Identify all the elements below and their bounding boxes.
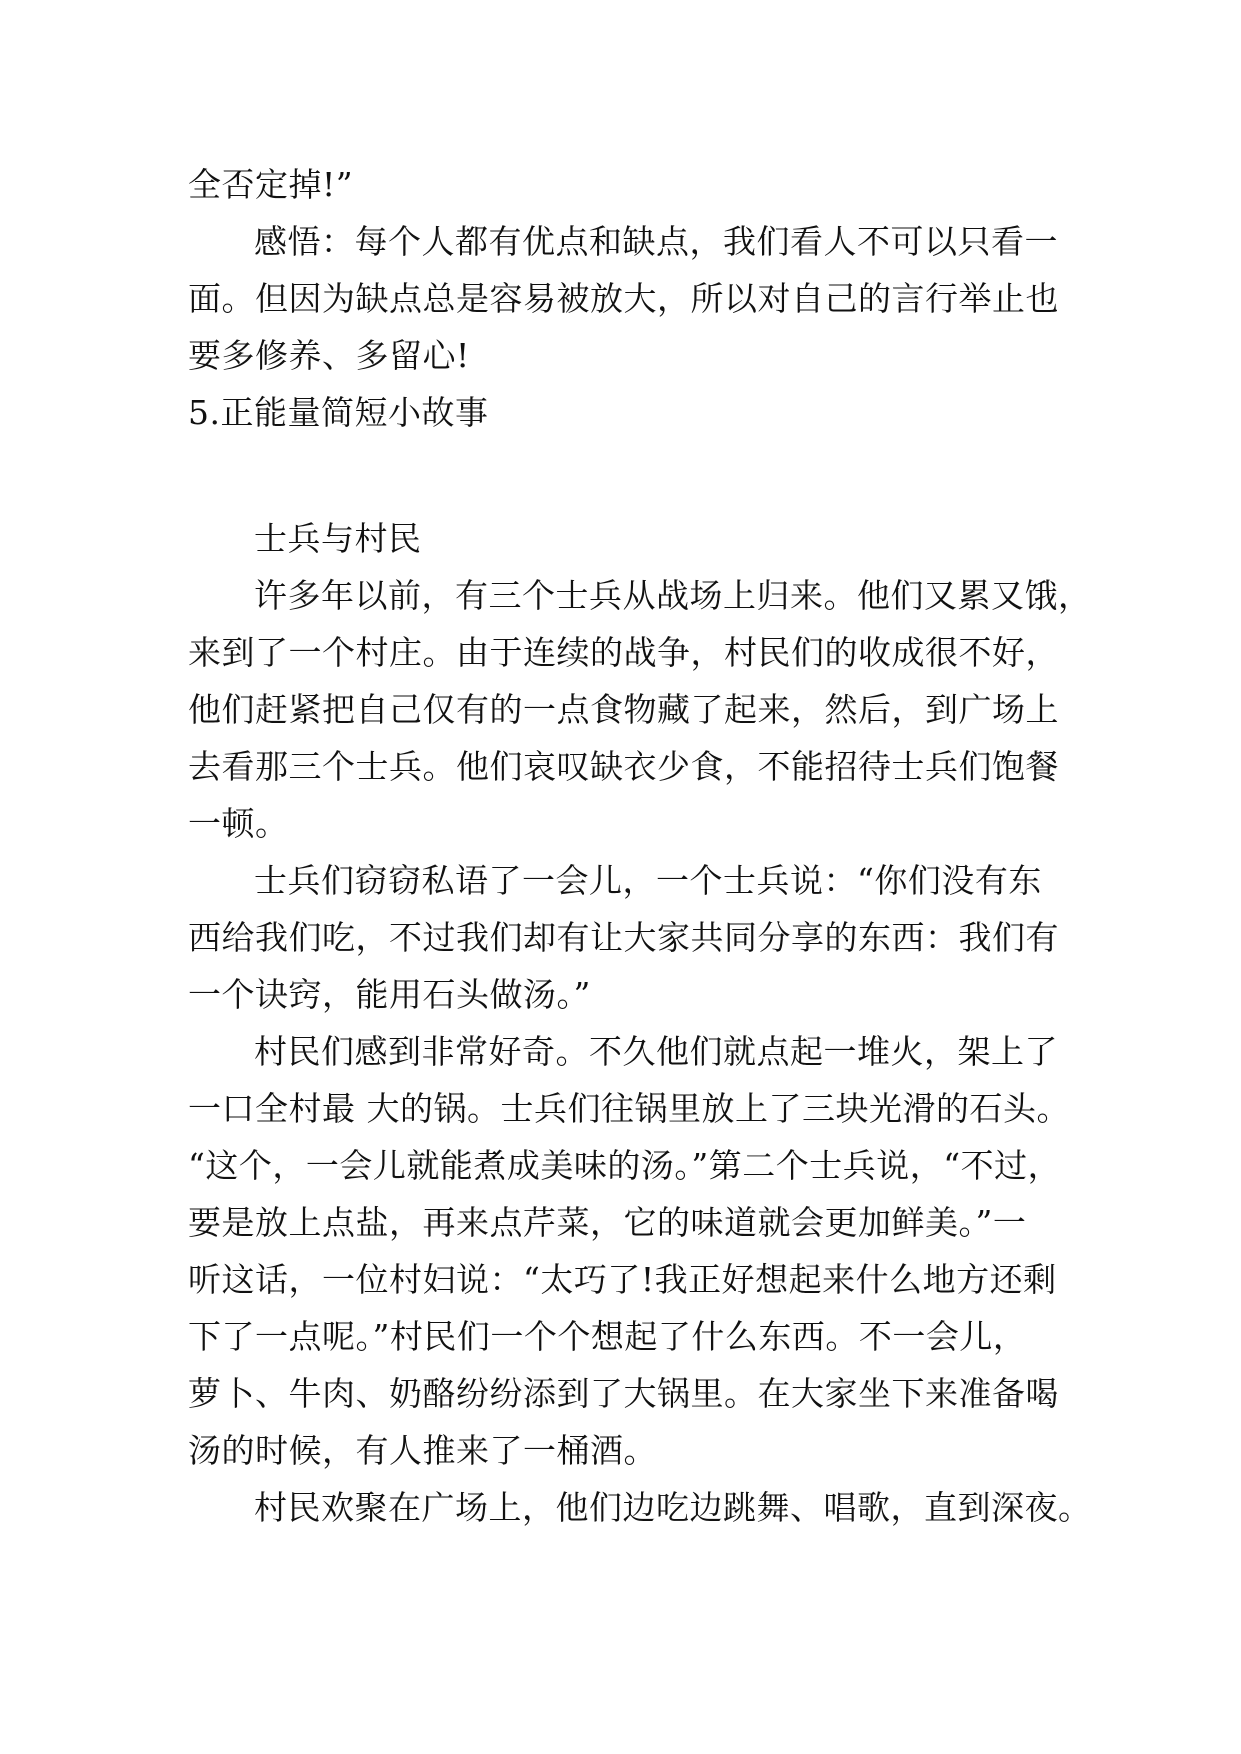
text-line: 一口全村最 大的锅。士兵们往锅里放上了三块光滑的石头。 (188, 1089, 1070, 1128)
section-heading: 5.正能量简短小故事 (188, 393, 489, 432)
text-line: 村民们感到非常好奇。不久他们就点起一堆火，架上了 (254, 1032, 1058, 1071)
text-line: 下了一点呢。”村民们一个个想起了什么东西。不一会儿， (188, 1317, 1027, 1356)
text-block-previous-story-ending (188, 156, 1058, 441)
text-line: 士兵们窃窃私语了一会儿，一个士兵说：“你们没有东 (254, 861, 1042, 900)
text-line: 一顿。 (188, 804, 289, 843)
text-line: 西给我们吃，不过我们却有让大家共同分享的东西：我们有 (188, 918, 1059, 957)
text-line: 村民欢聚在广场上，他们边吃边跳舞、唱歌，直到深夜。 (254, 1488, 1092, 1527)
text-line: 汤的时候，有人推来了一桶酒。 (188, 1431, 657, 1470)
text-line: 面。但因为缺点总是容易被放大，所以对自己的言行举止也 (188, 279, 1059, 318)
text-line: 全否定掉!” (188, 165, 354, 204)
text-block-story (188, 510, 1092, 1536)
text-line: 要多修养、多留心! (188, 336, 470, 375)
text-line: 一个诀窍，能用石头做汤。” (188, 975, 591, 1014)
text-line: 他们赶紧把自己仅有的一点食物藏了起来，然后，到广场上 (188, 690, 1059, 729)
text-line: 去看那三个士兵。他们哀叹缺衣少食，不能招待士兵们饱餐 (188, 747, 1059, 786)
text-line: 听这话，一位村妇说：“太巧了!我正好想起来什么地方还剩 (188, 1260, 1057, 1299)
text-line: “这个，一会儿就能煮成美味的汤。”第二个士兵说，“不过， (188, 1146, 1062, 1185)
text-line: 来到了一个村庄。由于连续的战争，村民们的收成很不好， (188, 633, 1059, 672)
text-line: 萝卜、牛肉、奶酪纷纷添到了大锅里。在大家坐下来准备喝 (188, 1374, 1059, 1413)
text-line-insight: 感悟：每个人都有优点和缺点，我们看人不可以只看一 (254, 222, 1058, 261)
story-title: 士兵与村民 (254, 519, 422, 558)
text-line: 许多年以前，有三个士兵从战场上归来。他们又累又饿， (254, 576, 1092, 615)
text-line: 要是放上点盐，再来点芹菜，它的味道就会更加鲜美。”一 (188, 1203, 1027, 1242)
